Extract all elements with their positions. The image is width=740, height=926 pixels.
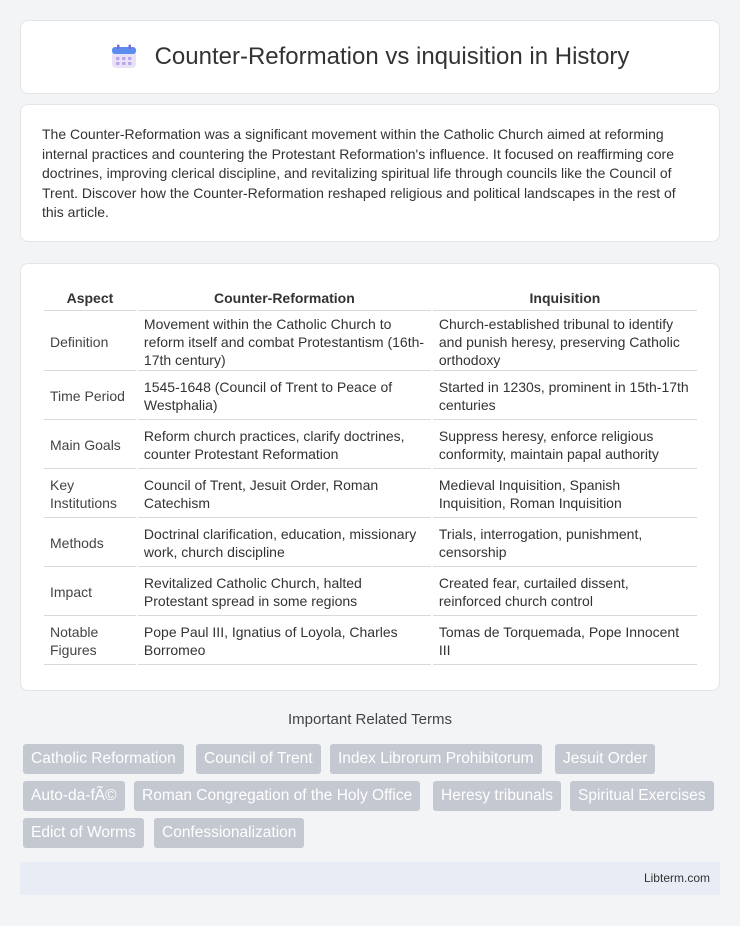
- related-term-tag[interactable]: Confessionalization: [154, 818, 304, 848]
- footer: [20, 862, 720, 895]
- table-row: [44, 520, 697, 567]
- table-cell-aspect: Time Period: [44, 373, 136, 420]
- table-cell-aspect: Notable Figures: [44, 618, 136, 665]
- table-row: [44, 471, 697, 518]
- intro-card: [20, 104, 720, 242]
- table-cell-aspect: Methods: [44, 520, 136, 567]
- related-terms-title: Important Related Terms: [288, 711, 452, 728]
- intro-text: The Counter-Reformation was a significant movement within the Catholic Church aimed at reforming internal practices and countering the Protestant Reformation's influence. It focused on reaffirming core doctrines, improving clerical discipline, and revitalizing spiritual life through councils like the Council of Trent. Discover how the Counter-Reformation reshaped religious and political landscapes in the rest of this article.: [42, 126, 676, 221]
- table-header-row: [44, 286, 697, 311]
- related-term-tag[interactable]: Jesuit Order: [555, 744, 655, 774]
- table-cell: Pope Paul III, Ignatius of Loyola, Charles Borromeo: [138, 618, 431, 665]
- table-row: [44, 373, 697, 420]
- table-cell-aspect: Definition: [44, 313, 136, 371]
- table-row: [44, 313, 697, 371]
- table-cell: Tomas de Torquemada, Pope Innocent III: [433, 618, 697, 665]
- table-cell: Council of Trent, Jesuit Order, Roman Catechism: [138, 471, 431, 518]
- table-cell: Reform church practices, clarify doctrines, counter Protestant Reformation: [138, 422, 431, 469]
- table-header-aspect: Aspect: [44, 286, 136, 311]
- table-row: [44, 569, 697, 616]
- table-cell: Suppress heresy, enforce religious conformity, maintain papal authority: [433, 422, 697, 469]
- related-term-tag[interactable]: Edict of Worms: [23, 818, 144, 848]
- table-header-counter-reformation: Counter-Reformation: [138, 286, 431, 311]
- table-cell: Movement within the Catholic Church to reform itself and combat Protestantism (16th-17th century): [138, 313, 431, 371]
- related-term-tag[interactable]: Council of Trent: [196, 744, 321, 774]
- related-term-tag[interactable]: Index Librorum Prohibitorum: [330, 744, 542, 774]
- related-term-tag[interactable]: Auto-da-fÃ©: [23, 781, 125, 811]
- table-cell: Medieval Inquisition, Spanish Inquisition, Roman Inquisition: [433, 471, 697, 518]
- comparison-table: [42, 284, 699, 667]
- related-term-tag[interactable]: Spiritual Exercises: [570, 781, 714, 811]
- table-cell: 1545-1648 (Council of Trent to Peace of Westphalia): [138, 373, 431, 420]
- footer-site-link[interactable]: Libterm.com: [643, 871, 710, 885]
- table-cell: Revitalized Catholic Church, halted Protestant spread in some regions: [138, 569, 431, 616]
- table-cell: Trials, interrogation, punishment, censorship: [433, 520, 697, 567]
- table-cell: Doctrinal clarification, education, missionary work, church discipline: [138, 520, 431, 567]
- calendar-icon: [111, 44, 137, 70]
- table-row: [44, 618, 697, 665]
- table-cell-aspect: Main Goals: [44, 422, 136, 469]
- related-term-tag[interactable]: Roman Congregation of the Holy Office: [134, 781, 420, 811]
- table-header-inquisition: Inquisition: [433, 286, 697, 311]
- table-cell: Started in 1230s, prominent in 15th-17th centuries: [433, 373, 697, 420]
- table-cell-aspect: Impact: [44, 569, 136, 616]
- page-title: Counter-Reformation vs inquisition in History: [154, 43, 630, 70]
- table-cell-aspect: Key Institutions: [44, 471, 136, 518]
- comparison-table-card: [20, 263, 720, 691]
- table-cell: Created fear, curtailed dissent, reinforced church control: [433, 569, 697, 616]
- table-cell: Church-established tribunal to identify and punish heresy, preserving Catholic orthodoxy: [433, 313, 697, 371]
- title-card: [20, 20, 720, 94]
- related-term-tag[interactable]: Heresy tribunals: [433, 781, 561, 811]
- related-term-tag[interactable]: Catholic Reformation: [23, 744, 184, 774]
- table-row: [44, 422, 697, 469]
